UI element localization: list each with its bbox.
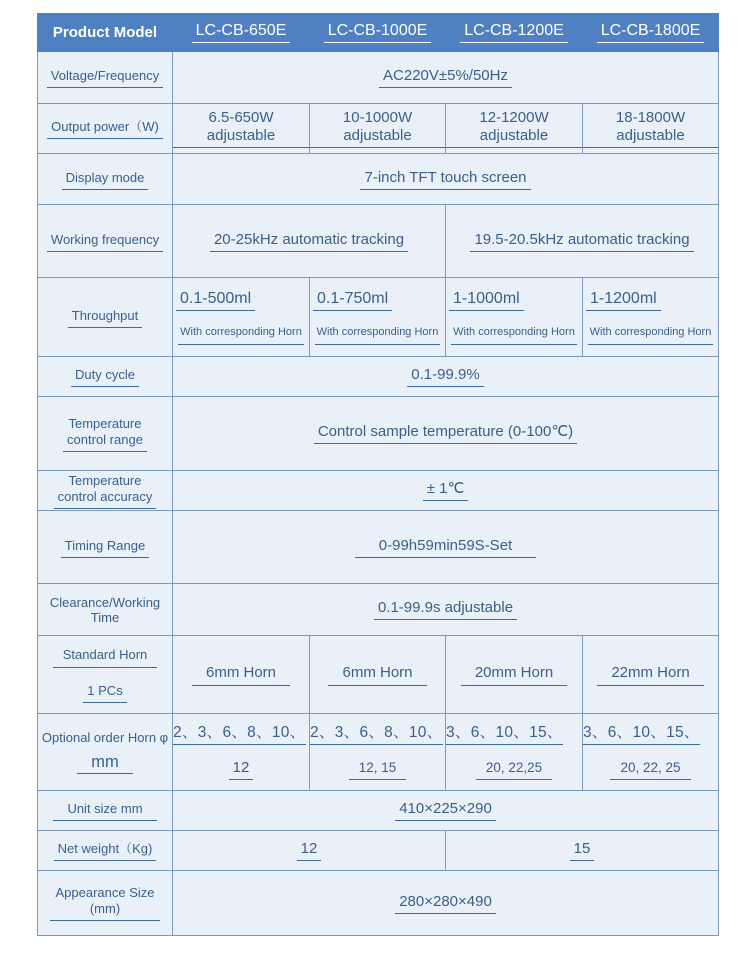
- output-power-value: 18-1800W adjustable: [583, 109, 718, 148]
- row-label: Unit size mm: [53, 800, 156, 821]
- row-label: Standard Horn: [53, 646, 158, 668]
- model-cell: [173, 14, 310, 52]
- row-label: Voltage/Frequency: [47, 67, 163, 88]
- unit-size-value: 410×225×290: [395, 800, 496, 821]
- value-cell: [173, 397, 719, 471]
- row-label: Timing Range: [61, 537, 149, 558]
- row-label: Temperature: [68, 415, 142, 431]
- value-cell: [173, 471, 719, 511]
- throughput-value: 0.1-750ml: [313, 290, 392, 311]
- temp-range-value: Control sample temperature (0-100℃): [314, 423, 577, 444]
- row-label: control range: [63, 431, 147, 452]
- throughput-value: 1-1200ml: [586, 290, 661, 311]
- frequency-value: 20-25kHz automatic tracking: [210, 231, 408, 252]
- voltage-value: AC220V±5%/50Hz: [379, 67, 512, 88]
- row-label-cell: [38, 636, 173, 714]
- row-label-cell: [38, 357, 173, 397]
- row-label-cell: [38, 791, 173, 831]
- horn-sizes: 2、3、6、8、10、: [173, 724, 306, 745]
- row-label: Throughput: [68, 307, 143, 328]
- optional-horn-row: [38, 714, 719, 791]
- value-cell: [173, 636, 310, 714]
- value-cell: [583, 278, 719, 357]
- throughput-note: With corresponding Horn: [315, 323, 441, 345]
- horn-value: 6mm Horn: [192, 664, 290, 686]
- row-label: Duty cycle: [71, 366, 139, 387]
- model-name: LC-CB-1000E: [324, 22, 432, 43]
- value-cell: [173, 52, 719, 104]
- output-power-value: 6.5-650W adjustable: [173, 109, 309, 148]
- model-name: LC-CB-650E: [192, 22, 291, 43]
- row-label: 1 PCs: [83, 682, 126, 703]
- value-cell: [446, 831, 719, 871]
- row-label: Temperature: [68, 472, 142, 488]
- throughput-note: With corresponding Horn: [588, 323, 714, 345]
- value-cell: [446, 278, 583, 357]
- header-row: [38, 14, 719, 52]
- row-label-cell: [38, 511, 173, 584]
- value-cell: [173, 714, 310, 791]
- value-cell: [446, 714, 583, 791]
- horn-value: 22mm Horn: [597, 664, 703, 686]
- horn-sizes: 3、6、10、15、: [583, 724, 700, 745]
- voltage-row: [38, 52, 719, 104]
- horn-sizes: 12: [229, 759, 254, 780]
- row-label-cell: [38, 104, 173, 154]
- appearance-value: 280×280×490: [395, 893, 496, 914]
- row-label: Clearance/Working Time: [49, 594, 161, 625]
- row-label: Working frequency: [47, 231, 163, 252]
- row-label-cell: [38, 154, 173, 205]
- value-cell: [583, 714, 719, 791]
- row-label-cell: [38, 205, 173, 278]
- display-value: 7-inch TFT touch screen: [360, 169, 530, 190]
- appearance-row: [38, 871, 719, 936]
- horn-sizes: 3、6、10、15、: [446, 724, 563, 745]
- output-power-value: 12-1200W adjustable: [446, 109, 582, 148]
- model-cell: [446, 14, 583, 52]
- temp-range-row: [38, 397, 719, 471]
- value-cell: [310, 278, 446, 357]
- model-name: LC-CB-1200E: [460, 22, 568, 43]
- value-cell: [173, 205, 446, 278]
- model-cell: [583, 14, 719, 52]
- row-label-cell: [38, 278, 173, 357]
- net-weight-value: 15: [570, 840, 595, 861]
- throughput-note: With corresponding Horn: [451, 323, 577, 345]
- value-cell: [446, 636, 583, 714]
- row-label-cell: [38, 52, 173, 104]
- timing-value: 0-99h59min59S-Set: [355, 537, 536, 558]
- standard-horn-row: [38, 636, 719, 714]
- row-label-cell: [38, 831, 173, 871]
- value-cell: [173, 154, 719, 205]
- value-cell: [173, 104, 310, 154]
- output-power-value: 10-1000W adjustable: [310, 109, 445, 148]
- value-cell: [173, 511, 719, 584]
- row-label-cell: [38, 471, 173, 511]
- row-label: Optional order Horn φ: [41, 730, 169, 745]
- throughput-row: [38, 278, 719, 357]
- timing-row: [38, 511, 719, 584]
- row-label: Appearance Size: [55, 885, 155, 900]
- model-cell: [310, 14, 446, 52]
- header-label: Product Model: [52, 24, 158, 41]
- duty-cycle-row: [38, 357, 719, 397]
- value-cell: [310, 104, 446, 154]
- value-cell: [173, 831, 446, 871]
- value-cell: [583, 104, 719, 154]
- clearance-row: [38, 584, 719, 636]
- value-cell: [173, 871, 719, 936]
- row-label: mm: [77, 753, 133, 774]
- value-cell: [583, 636, 719, 714]
- value-cell: [173, 791, 719, 831]
- horn-sizes: 20, 22,25: [476, 759, 552, 780]
- horn-sizes: 2、3、6、8、10、: [310, 724, 443, 745]
- row-label: control accuracy: [54, 488, 157, 509]
- output-power-row: [38, 104, 719, 154]
- frequency-row: [38, 205, 719, 278]
- horn-sizes: 20, 22, 25: [610, 759, 690, 780]
- value-cell: [446, 205, 719, 278]
- throughput-note: With corresponding Horn: [178, 323, 304, 345]
- row-label-cell: [38, 871, 173, 936]
- net-weight-value: 12: [297, 840, 322, 861]
- throughput-value: 1-1000ml: [449, 290, 524, 311]
- value-cell: [173, 357, 719, 397]
- display-row: [38, 154, 719, 205]
- value-cell: [446, 104, 583, 154]
- value-cell: [173, 584, 719, 636]
- row-label: (mm): [50, 900, 160, 921]
- unit-size-row: [38, 791, 719, 831]
- row-label: Net weight（Kg): [54, 840, 157, 861]
- temp-accuracy-value: ± 1℃: [423, 480, 469, 501]
- clearance-value: 0.1-99.9s adjustable: [374, 599, 517, 620]
- row-label: Display mode: [62, 169, 149, 190]
- value-cell: [310, 714, 446, 791]
- model-name: LC-CB-1800E: [597, 22, 705, 43]
- net-weight-row: [38, 831, 719, 871]
- temp-accuracy-row: [38, 471, 719, 511]
- horn-sizes: 12, 15: [349, 759, 407, 780]
- row-label: Output power（W): [47, 118, 163, 139]
- value-cell: [173, 278, 310, 357]
- row-label-cell: [38, 714, 173, 791]
- duty-cycle-value: 0.1-99.9%: [407, 366, 483, 387]
- horn-value: 6mm Horn: [328, 664, 426, 686]
- throughput-value: 0.1-500ml: [176, 290, 255, 311]
- row-label-cell: [38, 397, 173, 471]
- value-cell: [310, 636, 446, 714]
- row-label-cell: [38, 584, 173, 636]
- header-label-cell: [38, 14, 173, 52]
- horn-value: 20mm Horn: [461, 664, 567, 686]
- frequency-value: 19.5-20.5kHz automatic tracking: [470, 231, 693, 252]
- spec-table: [37, 13, 719, 936]
